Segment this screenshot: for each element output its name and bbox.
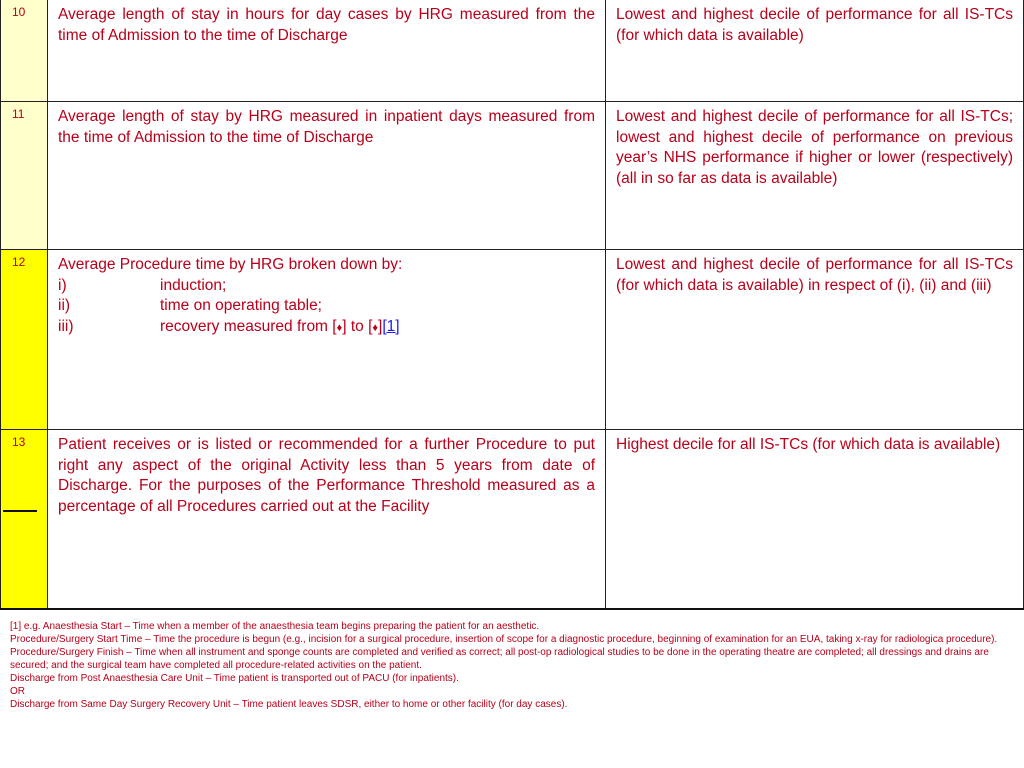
- row-number: 13: [12, 435, 26, 449]
- description-text: Average length of stay in hours for day cases by HRG measured from the time of Admission to the time of Discharge: [58, 6, 595, 44]
- row-number-cell: [0, 430, 48, 610]
- description-cell: [48, 102, 606, 250]
- list-marker: i): [58, 276, 67, 294]
- table-row: [0, 430, 1024, 610]
- diamond-icon: ♦: [336, 321, 343, 334]
- footnote-line: Procedure/Surgery Start Time – Time the procedure is begun (e.g., incision for a surgical procedure, insertion of scope for a diagnostic procedure, beginning of examination for an EUA, taking x-ray for radiologica procedure).: [10, 634, 998, 645]
- footnote-line: Discharge from Post Anaesthesia Care Unit – Time patient is transported out of PACU (for inpatients).: [10, 673, 459, 684]
- list-text: induction;: [160, 276, 227, 294]
- footnote-line: [1] e.g. Anaesthesia Start – Time when a member of the anaesthesia team begins preparing the patient for an aesthetic.: [10, 621, 540, 632]
- threshold-text: Lowest and highest decile of performance for all IS-TCs; lowest and highest decile of performance on previous year’s NHS performance if higher or lower (respectively) (all in so far as data is available): [616, 108, 1013, 187]
- diamond-icon: ♦: [372, 321, 378, 334]
- threshold-cell: [606, 102, 1024, 250]
- row-number-cell: [0, 250, 48, 430]
- footnotes: [10, 620, 1016, 711]
- description-intro: Average Procedure time by HRG broken down by:: [58, 256, 403, 273]
- list-marker: ii): [58, 297, 71, 314]
- list-item: [58, 276, 595, 297]
- divider-mark: [3, 510, 37, 512]
- table-row: [0, 0, 1024, 102]
- threshold-cell: [606, 0, 1024, 102]
- footnote-line: Procedure/Surgery Finish – Time when all instrument and sponge counts are completed and verified as correct; all post-op radiological studies to be done in the operating theatre are completed; all dressings and drains are secured; and the surgical team have completed all procedure-related activities on the patient.: [10, 647, 989, 671]
- description-cell: [48, 250, 606, 430]
- description-cell: [48, 0, 606, 102]
- threshold-text: Highest decile for all IS-TCs (for which data is available): [616, 436, 1001, 453]
- list-item: [58, 317, 595, 339]
- threshold-cell: [606, 250, 1024, 430]
- row-number: 10: [12, 5, 26, 19]
- threshold-text: Lowest and highest decile of performance for all IS-TCs (for which data is available) in respect of (i), (ii) and (iii): [616, 256, 1013, 294]
- recovery-text-end: ]: [378, 317, 383, 335]
- table-row: [0, 102, 1024, 250]
- footnote-line: OR: [10, 686, 25, 697]
- description-text: Average length of stay by HRG measured in inpatient days measured from the time of Admission to the time of Discharge: [58, 108, 595, 146]
- threshold-cell: [606, 430, 1024, 610]
- list-item: [58, 296, 595, 317]
- row-number: 12: [12, 255, 26, 269]
- list-text: time on operating table;: [160, 297, 322, 314]
- threshold-text: Lowest and highest decile of performance for all IS-TCs (for which data is available): [616, 6, 1013, 44]
- list-text: [160, 317, 400, 339]
- description-cell: [48, 430, 606, 610]
- footnote-line: Discharge from Same Day Surgery Recovery Unit – Time patient leaves SDSR, either to home or other facility (for day cases).: [10, 699, 568, 710]
- recovery-text-start: recovery measured from [: [160, 317, 337, 335]
- recovery-text-middle: ] to [: [342, 317, 373, 335]
- table-bottom-divider: [0, 608, 1024, 610]
- footnote-link[interactable]: [1]: [382, 317, 400, 335]
- list-marker: iii): [58, 317, 74, 335]
- row-number: 11: [12, 107, 25, 121]
- description-text: Patient receives or is listed or recommended for a further Procedure to put right any aspect of the original Activity less than 5 years from date of Discharge. For the purposes of the Performance Threshold measured as a percentage of all Procedures carried out at the Facility: [58, 436, 595, 515]
- row-number-cell: [0, 102, 48, 250]
- row-number-cell: [0, 0, 48, 102]
- table-row: [0, 250, 1024, 430]
